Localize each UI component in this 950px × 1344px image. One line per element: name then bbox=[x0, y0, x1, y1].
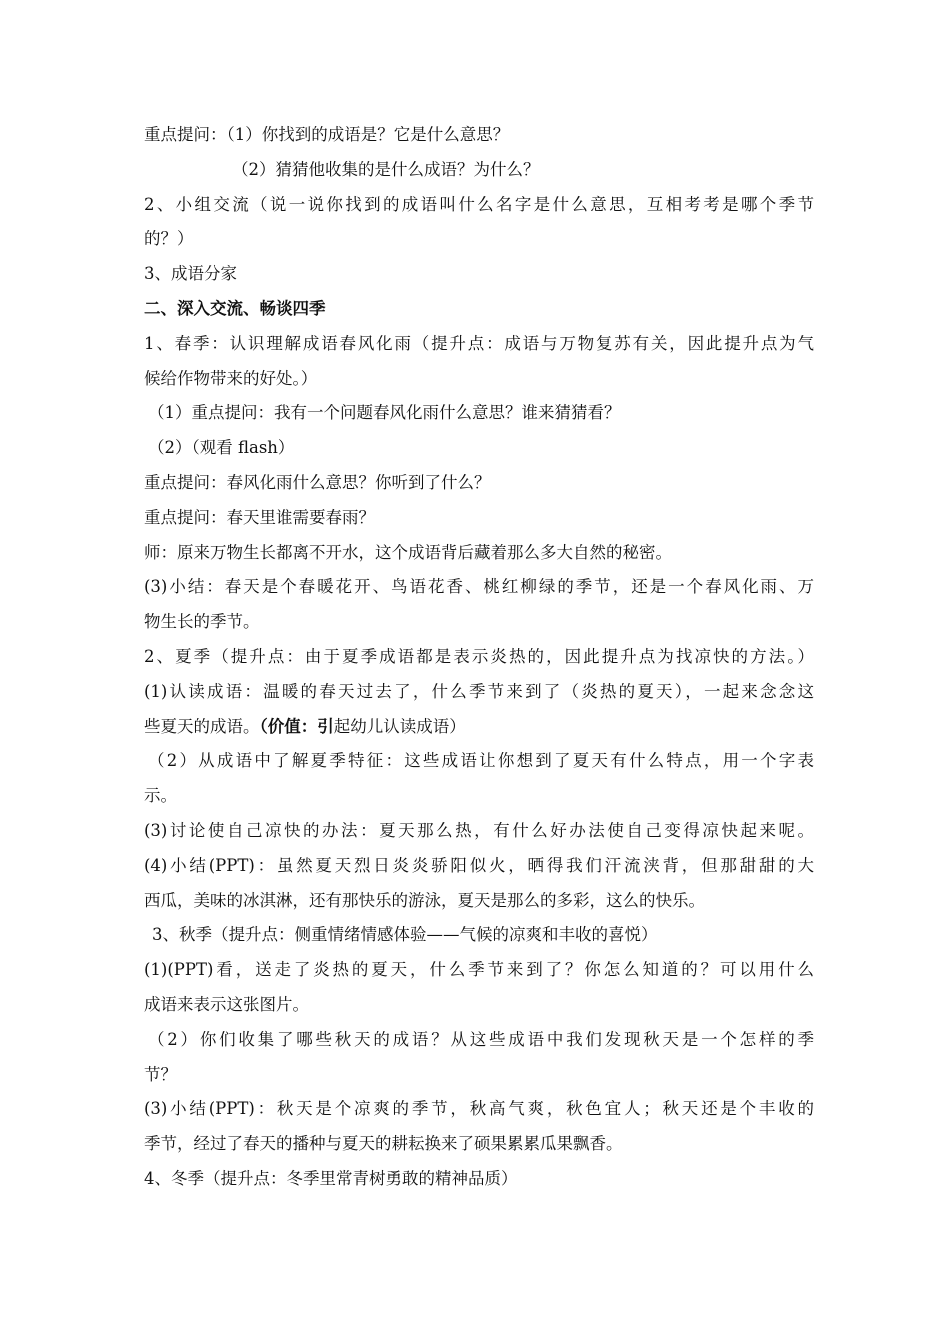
text-line: （2）从成语中了解夏季特征：这些成语让你想到了夏天有什么特点，用一个字表 bbox=[148, 751, 814, 771]
text-line: 重点提问：（1）你找到的成语是？它是什么意思？ bbox=[144, 125, 510, 144]
text-line: (3)小结：春天是个春暖花开、鸟语花香、桃红柳绿的季节，还是一个春风化雨、万 bbox=[144, 577, 814, 597]
text-line: 候给作物带来的好处。） bbox=[144, 368, 318, 388]
text-line: 2、小组交流（说一说你找到的成语叫什么名字是什么意思，互相考考是哪个季节 bbox=[144, 194, 814, 214]
text-line: (3)小结(PPT)：秋天是个凉爽的季节，秋高气爽，秋色宜人；秋天还是个丰收的 bbox=[144, 1099, 814, 1119]
text-span: 些夏天的成语。 bbox=[144, 716, 260, 736]
text-line: 季节，经过了春天的播种与夏天的耕耘换来了硕果累累瓜果飘香。 bbox=[144, 1134, 623, 1154]
document-body bbox=[144, 118, 814, 1197]
text-line: (4)小结(PPT)：虽然夏天烈日炎炎骄阳似火，晒得我们汗流浃背，但那甜甜的大 bbox=[144, 855, 814, 875]
text-line: （2）你们收集了哪些秋天的成语？从这些成语中我们发现秋天是一个怎样的季 bbox=[148, 1029, 814, 1049]
text-line: 重点提问：春风化雨什么意思？你听到了什么？ bbox=[144, 472, 491, 492]
text-line: 成语来表示这张图片。 bbox=[144, 994, 309, 1014]
text-line: （1）重点提问：我有一个问题春风化雨什么意思？谁来猜猜看？ bbox=[148, 403, 621, 423]
text-line: 节？ bbox=[144, 1064, 177, 1084]
text-line: (1)认读成语：温暖的春天过去了，什么季节来到了（炎热的夏天），一起来念念这 bbox=[144, 681, 814, 701]
text-line: 的？） bbox=[144, 229, 194, 249]
text-line: 1、春季：认识理解成语春风化雨（提升点：成语与万物复苏有关，因此提升点为气 bbox=[144, 333, 814, 353]
text-line: 3、成语分家 bbox=[144, 264, 237, 284]
text-line: 师：原来万物生长都离不开水，这个成语背后藏着那么多大自然的秘密。 bbox=[144, 542, 672, 562]
text-line: （2）（观看 flash） bbox=[148, 438, 295, 458]
text-line bbox=[144, 710, 814, 745]
text-line: 重点提问：春天里谁需要春雨？ bbox=[144, 507, 375, 527]
text-line: （2）猜猜他收集的是什么成语？为什么？ bbox=[232, 159, 540, 179]
bold-text-span: （价值：引 bbox=[259, 716, 334, 736]
text-line: 4、冬季（提升点：冬季里常青树勇敢的精神品质） bbox=[144, 1168, 518, 1188]
text-line: 西瓜，美味的冰淇淋，还有那快乐的游泳，夏天是那么的多彩，这么的快乐。 bbox=[144, 890, 705, 910]
text-line: 2、夏季（提升点：由于夏季成语都是表示炎热的，因此提升点为找凉快的方法。） bbox=[144, 646, 814, 666]
text-span: 起幼儿认读成语） bbox=[333, 716, 466, 736]
text-line: 3、秋季（提升点：侧重情绪情感体验——气候的凉爽和丰收的喜悦） bbox=[152, 925, 658, 945]
text-line: 示。 bbox=[144, 786, 177, 806]
text-line: 物生长的季节。 bbox=[144, 612, 260, 632]
section-heading: 二、深入交流、畅谈四季 bbox=[144, 298, 326, 318]
text-line: (3)讨论使自己凉快的办法：夏天那么热，有什么好办法使自己变得凉快起来呢。 bbox=[144, 820, 814, 840]
text-line: (1)(PPT)看，送走了炎热的夏天，什么季节来到了？你怎么知道的？可以用什么 bbox=[144, 960, 814, 980]
